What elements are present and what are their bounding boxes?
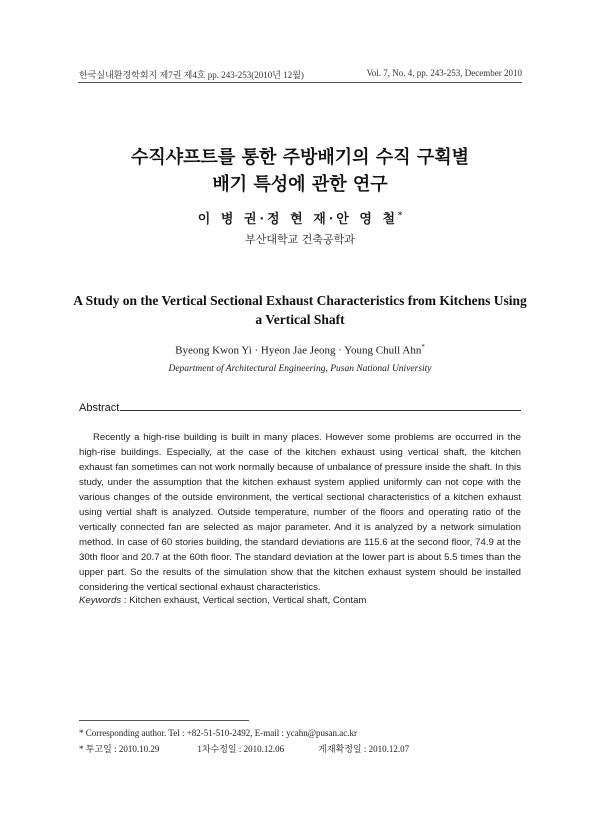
keywords-text: Kitchen exhaust, Vertical section, Vertical shaft, Contam — [129, 595, 367, 606]
english-title-line2: a Vertical Shaft — [255, 312, 345, 327]
korean-authors — [0, 208, 600, 227]
english-author-names: Byeong Kwon Yi · Hyeon Jae Jeong · Young Chull Ahn — [175, 344, 422, 357]
english-affiliation: Department of Architectural Engineering, Pusan National University — [168, 364, 432, 374]
journal-header-english: Vol. 7, No. 4, pp. 243-253, December 2010 — [366, 68, 522, 78]
abstract-rule — [120, 410, 521, 411]
dates-footnote — [79, 742, 409, 755]
english-title-line1: A Study on the Vertical Sectional Exhaust Characteristics from Kitchens Using — [73, 293, 527, 308]
keywords — [79, 595, 521, 606]
corresponding-mark: * — [398, 209, 403, 220]
journal-header-korean: 한국실내환경학회지 제7권 제4호 pp. 243-253(2010년 12월) — [79, 70, 304, 80]
keywords-separator: : — [121, 595, 130, 606]
accepted-date: 게재확정일 : 2010.12.07 — [318, 744, 410, 754]
footnote-rule — [79, 720, 249, 721]
korean-author-names: 이 병 권·정 현 재·안 영 철 — [197, 212, 399, 227]
revised-date: 1차수정일 : 2010.12.06 — [197, 744, 285, 754]
english-authors — [0, 343, 600, 357]
abstract-body: Recently a high-rise building is built in many places. However some problems are occurred in the high-rise buildings. Especially, at the case of the kitchen exhaust using vertical shaft, the kitchen exhaust fan sometimes can not work normally because of unbalance of pressure inside the shaft. In this study, under the assumption that the kitchen exhaust system applied uniformly can not cope with the various changes of the outside environment, the vertical sectional characteristics of a kitchen exhaust using vertial shaft is analyzed. Outside temperature, number of the floors and operating ratio of the vertically connected fan are selected as major parameter. And it is analyzed by a network simulation method. In case of 60 stories building, the standard deviations are 115.6 at the second floor, 74.9 at the 30th floor and 20.7 at the 60th floor. The standard deviation at the lower part is about 5.5 times than the upper part. So the results of the simulation show that the kitchen exhaust system should be installed considering the vertical sectional exhaust characteristics. — [79, 432, 521, 593]
korean-title-line2: 배기 특성에 관한 연구 — [212, 174, 388, 195]
header-rule — [78, 82, 522, 83]
korean-title-line1: 수직샤프트를 통한 주방배기의 수직 구획별 — [130, 147, 470, 168]
corresponding-mark-en: * — [421, 343, 425, 351]
keywords-label: Keywords — [79, 595, 122, 606]
abstract-heading: Abstract — [79, 402, 120, 414]
corresponding-footnote: * Corresponding author. Tel : +82-51-510-2492, E-mail : ycahn@pusan.ac.kr — [79, 728, 358, 738]
korean-affiliation: 부산대학교 건축공학과 — [245, 233, 355, 246]
received-date: * 투고일 : 2010.10.29 — [79, 744, 160, 754]
